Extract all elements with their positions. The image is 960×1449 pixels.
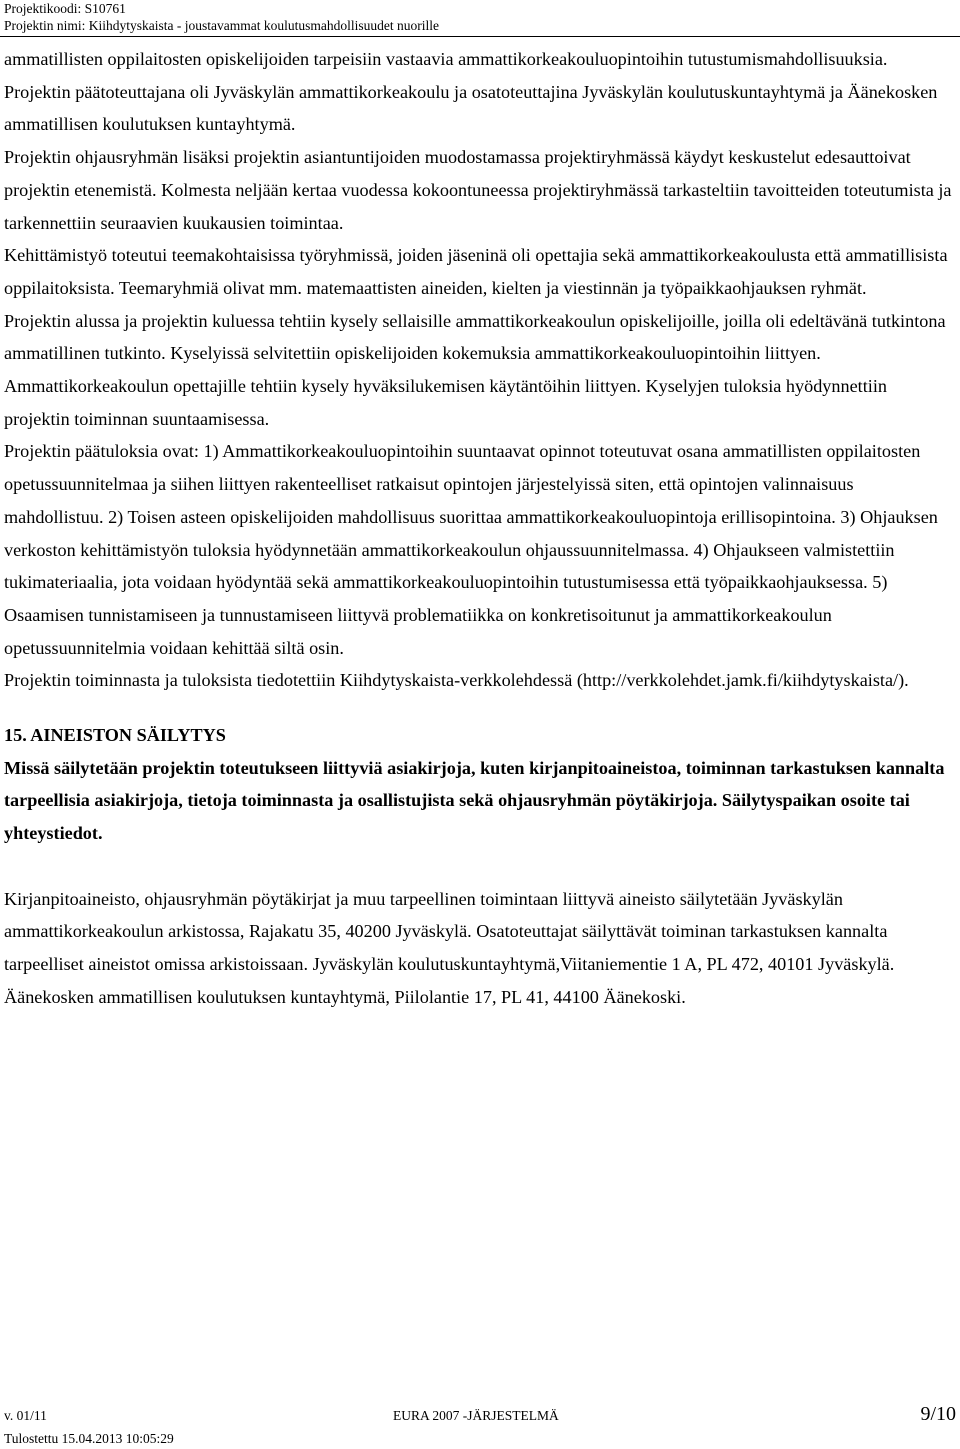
section-heading: 15. AINEISTON SÄILYTYS [4,725,226,746]
page-header [4,0,439,34]
paragraph-implementers: Projektin päätoteuttajana oli Jyväskylän ammattikorkeakoulu ja osatoteuttajina Jyväskylän koulutuskuntayhtymä ja Äänekosken ammatillisen koulutuksen kuntayhtymä. [4,81,938,135]
section-gap [4,697,956,719]
paragraph-communication: Projektin toiminnasta ja tuloksista tiedotettiin Kiihdytyskaista-verkkolehdessä (http://verkkolehdet.jamk.fi/kiihdytyskaista/). [4,670,909,691]
project-name: Projektin nimi: Kiihdytyskaista - joustavammat koulutusmahdollisuudet nuorille [4,18,439,33]
paragraph-main-results: Projektin päätuloksia ovat: 1) Ammattikorkeakouluopintoihin suuntaavat opinnot toteutuvat osana ammatillisten oppilaitosten opetussuunnitelmaa ja siihen liittyen rakenteelliset ratkaisut opintojen järjestelyissä siten, että opintojen valinnaisuus mahdollistuu. 2) Toisen asteen opiskelijoiden mahdollisuus suorittaa ammattikorkeakouluopintoja erillisopintoina. 3) Ohjauksen verkoston kehittämistyön tuloksia hyödynnetään ammattikorkeakoulun ohjaussuunnitelmassa. 4) Ohjaukseen valmistettiin tukimateriaalia, jota voidaan hyödyntää sekä ammattikorkeakouluopintoihin tutustumisessa että työpaikkaohjauksessa. 5) Osaamisen tunnistamiseen ja tunnustamiseen liittyvä problematiikka on konkretisoitunut ja ammattikorkeakoulun opetussuunnitelmia voidaan kehittää siltä osin. [4,441,938,658]
footer-system-name: EURA 2007 -JÄRJESTELMÄ [393,1408,559,1423]
section-question: Missä säilytetään projektin toteutukseen liittyviä asiakirjoja, kuten kirjanpitoaineistoa, toiminnan tarkastuksen kannalta tarpeellisia asiakirjoja, tietoja toiminnasta ja osallistujista sekä ohjausryhmän pöytäkirjoja. Säilytyspaikan osoite tai yhteystiedot. [4,757,945,844]
project-code: Projektikoodi: S10761 [4,1,126,16]
section-answer: Kirjanpitoaineisto, ohjausryhmän pöytäkirjat ja muu tarpeellinen toimintaan liittyvä aineisto säilytetään Jyväskylän ammattikorkeakoulun arkistossa, Rajakatu 35, 40200 Jyväskylä. Osatoteuttajat säilyttävät toiminan tarkastuksen kannalta tarpeelliset aineistot omissa arkistoissaan. Jyväskylän koulutuskuntayhtymä,Viitaniementie 1 A, PL 472, 40101 Jyväskylä. Äänekosken ammatillisen koulutuksen kuntayhtymä, Piilolantie 17, PL 41, 44100 Äänekoski. [4,888,895,1007]
paragraph-project-group: Projektin ohjausryhmän lisäksi projektin asiantuntijoiden muodostamassa projektiryhmässä käydyt keskustelut edesauttoivat projektin etenemistä. Kolmesta neljään kertaa vuodessa kokoontuneessa projektiryhmässä tarkasteltiin tavoitteiden toteutumista ja tarkennettiin seuraavien kuukausien toimintaa. [4,147,952,233]
paragraph-working-groups: Kehittämistyö toteutui teemakohtaisissa työryhmissä, joiden jäseninä oli opettajia sekä ammattikorkeakoulusta että ammatillisista oppilaitoksista. Teemaryhmiä olivat mm. matemaattisten aineiden, kielten ja viestinnän ja työpaikkaohjauksen ryhmät. [4,245,948,298]
footer-printed-date: Tulostettu 15.04.2013 10:05:29 [4,1431,174,1446]
paragraph-opportunities: ammatillisten oppilaitosten opiskelijoiden tarpeisiin vastaavia ammattikorkeakouluopintoihin tutustumismahdollisuuksia. [4,49,888,69]
page-number: 9/10 [920,1403,956,1425]
paragraph-surveys: Projektin alussa ja projektin kuluessa tehtiin kysely sellaisille ammattikorkeakoulun opiskelijoille, joilla oli edeltävänä tutkintona ammatillinen tutkinto. Kyselyissä selvitettiin opiskelijoiden kokemuksia ammattikorkeakouluopintoihin liittyen. Ammattikorkeakoulun opettajille tehtiin kysely hyväksilukemisen käytäntöihin liittyen. Kyselyjen tuloksia hyödynnettiin projektin toiminnan suuntaamisessa. [4,310,946,429]
document-body [4,43,956,1013]
header-divider [0,36,960,37]
answer-gap [4,850,956,883]
footer-version: v. 01/11 [4,1408,47,1423]
